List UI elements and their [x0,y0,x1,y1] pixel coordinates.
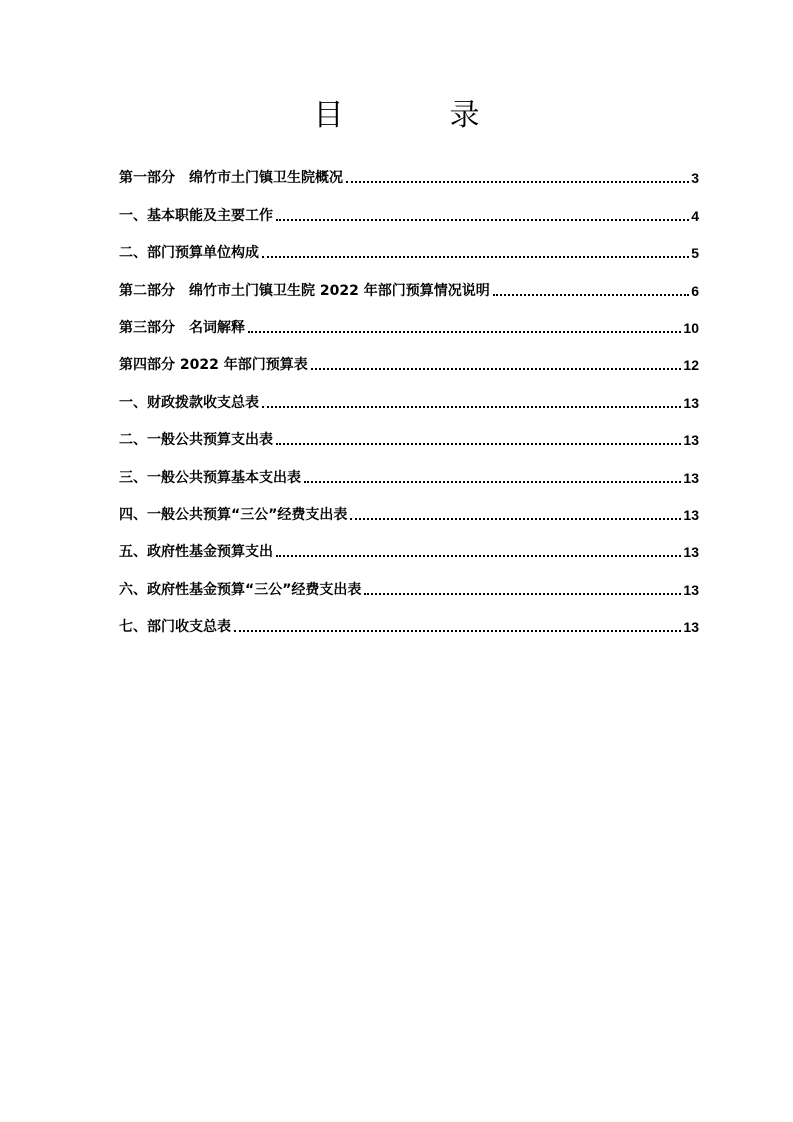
toc-dot-leader [276,219,689,221]
toc-entry[interactable] [119,263,699,300]
toc-page-number: 13 [683,581,699,598]
toc-dot-leader [364,593,681,595]
toc-page-number: 12 [683,357,699,374]
toc-entry[interactable] [119,450,699,487]
toc-entry-label: 二、一般公共预算支出表 [119,432,273,449]
toc-title: 目 录 [313,98,518,133]
toc-dot-leader [276,443,681,445]
toc-page-number: 5 [691,245,699,262]
toc-entry[interactable] [119,413,699,450]
toc-entry-label: 七、部门收支总表 [119,619,231,636]
toc-entry-label: 一、基本职能及主要工作 [119,207,273,224]
toc-dot-leader [262,406,681,408]
toc-entry[interactable] [119,562,699,599]
toc-entry-label: 第二部分 绵竹市土门镇卫生院 2022 年部门预算情况说明 [119,282,490,299]
toc-dot-leader [493,294,689,296]
toc-entry[interactable] [119,338,699,375]
toc-entry-label: 二、部门预算单位构成 [119,245,259,262]
toc-entry[interactable] [119,525,699,562]
toc-entry-label: 一、财政拨款收支总表 [119,394,259,411]
toc-dot-leader [350,518,681,520]
toc-entry-label: 四、一般公共预算“三公”经费支出表 [119,506,348,523]
toc-dot-leader [346,181,689,183]
toc-entry-label: 三、一般公共预算基本支出表 [119,469,301,486]
toc-entry[interactable] [119,488,699,525]
toc-dot-leader [311,368,682,370]
toc-page-number: 13 [683,432,699,449]
toc-entry[interactable] [119,375,699,412]
toc-dot-leader [262,256,689,258]
toc-page-number: 13 [683,469,699,486]
toc-entry[interactable] [119,600,699,637]
toc-dot-leader [304,481,681,483]
toc-page-number: 10 [683,319,699,336]
toc-entry[interactable] [119,301,699,338]
toc-entry-label: 第三部分 名词解释 [119,319,245,336]
toc-entry-label: 六、政府性基金预算“三公”经费支出表 [119,581,362,598]
toc-page-number: 3 [691,170,699,187]
toc-entry[interactable] [119,188,699,225]
toc-page-number: 13 [683,619,699,636]
toc-page-number: 13 [683,544,699,561]
toc-entry-label: 第一部分 绵竹市土门镇卫生院概况 [119,170,343,187]
toc-entry-label: 五、政府性基金预算支出 [119,544,273,561]
toc-list [119,151,699,637]
toc-dot-leader [234,630,681,632]
toc-page-number: 13 [683,506,699,523]
toc-entry-label: 第四部分 2022 年部门预算表 [119,357,308,374]
toc-page-number: 6 [691,282,699,299]
toc-entry[interactable] [119,151,699,188]
toc-dot-leader [276,555,681,557]
toc-page-number: 4 [691,207,699,224]
toc-page-number: 13 [683,394,699,411]
toc-entry[interactable] [119,226,699,263]
toc-dot-leader [248,331,681,333]
